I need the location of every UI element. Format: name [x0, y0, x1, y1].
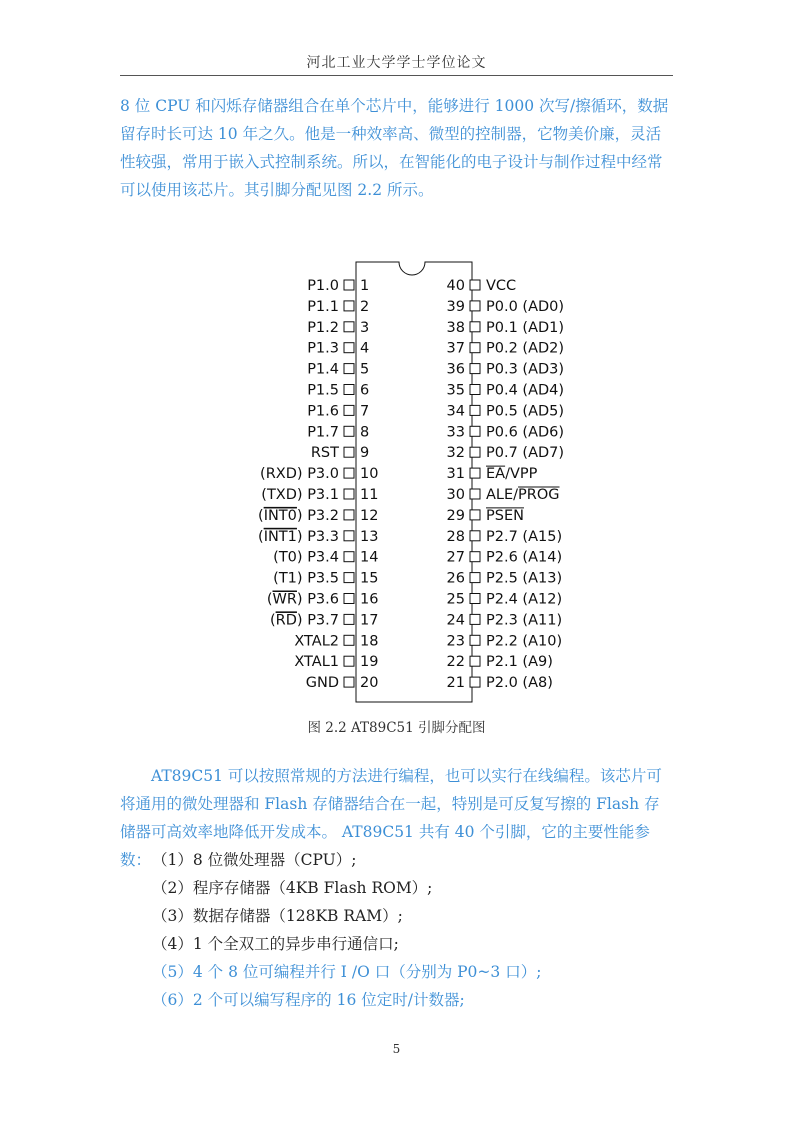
pin-left-13	[258, 529, 378, 545]
pin-name: P1.6	[307, 403, 339, 420]
pin-square	[344, 552, 354, 562]
pin-label	[307, 424, 339, 440]
pin-left-7	[307, 403, 369, 419]
pin-number: 27	[446, 549, 465, 566]
pin-number: 39	[446, 298, 465, 315]
pin-square	[470, 468, 480, 478]
pin-right-25	[447, 592, 563, 608]
feature-item: （3）数据存储器（128KB RAM）;	[152, 907, 403, 925]
pin-number: 5	[360, 361, 370, 378]
pin-square	[344, 594, 354, 604]
pin-number: 6	[360, 382, 370, 399]
pin-label	[307, 320, 339, 336]
pin-alt-function: WR	[272, 591, 297, 608]
pin-square	[344, 405, 354, 415]
pin-square	[344, 301, 354, 311]
pin-name: P1.7	[307, 424, 339, 441]
pin-number: 38	[446, 319, 465, 336]
pin-name: P3.3	[307, 528, 339, 545]
intro-paragraph: 8 位 CPU 和闪烁存储器组合在单个芯片中，能够进行 1000 次写/擦循环，数据留存时长可达 10 年之久。他是一种效率高、微型的控制器，它物美价廉，灵活性较强，常用于嵌入式控制系统。所以，在智能化的电子设计与制作过程中经常可以使用该芯片。其引脚分配见图 2.2 所示。	[120, 97, 669, 199]
pin-label	[294, 633, 339, 649]
pin-number: 13	[360, 528, 379, 545]
pin-left-19	[294, 654, 378, 670]
pin-left-15	[273, 571, 378, 587]
pin-left-6	[307, 383, 369, 399]
pin-name: P3.1	[307, 487, 339, 503]
pin-right-22	[447, 654, 553, 670]
pin-left-10	[260, 466, 378, 482]
pin-name: P3.0	[307, 466, 339, 483]
left-pin-column	[258, 278, 378, 691]
pin-right-23	[447, 633, 563, 649]
pin-square	[344, 677, 354, 687]
pin-alt-function: T1	[278, 570, 297, 587]
pin-square	[344, 614, 354, 624]
pin-number: 35	[446, 382, 465, 399]
pin-label: P0.6 (AD6)	[486, 424, 565, 441]
pin-name: P3.5	[307, 570, 339, 587]
pin-square	[470, 405, 480, 415]
pin-label: P2.2 (A10)	[486, 633, 563, 650]
pin-number: 26	[446, 570, 465, 587]
pin-number: 12	[360, 507, 379, 524]
pin-name: P3.2	[307, 507, 339, 524]
pin-label	[307, 341, 339, 357]
pin-square	[470, 447, 480, 457]
pin-left-20	[306, 675, 379, 691]
pin-label: (T1) P3.5	[273, 570, 339, 587]
pin-label: P2.1 (A9)	[486, 654, 553, 671]
pin-number: 1	[360, 278, 370, 294]
pin-square	[344, 635, 354, 645]
pin-number: 32	[446, 445, 465, 462]
pin-left-5	[307, 362, 369, 378]
pin-label	[307, 299, 339, 315]
pin-number: 8	[360, 424, 370, 441]
pin-square	[470, 656, 480, 666]
pin-right-38	[447, 320, 565, 336]
pin-name: P3.4	[307, 549, 339, 566]
pin-square	[470, 385, 480, 395]
pin-number: 15	[360, 570, 379, 587]
pin-name: P1.4	[307, 361, 339, 378]
pin-number: 24	[446, 612, 465, 629]
pin-square	[344, 426, 354, 436]
pin-right-37	[447, 341, 565, 357]
pin-label: (INT0) P3.2	[258, 507, 339, 524]
pin-alt-function: TXD	[266, 487, 297, 503]
pin-alt-function: RXD	[265, 466, 297, 483]
pin-label: (WR) P3.6	[266, 591, 339, 608]
pin-square	[470, 594, 480, 604]
pin-label: P0.5 (AD5)	[486, 403, 565, 420]
pin-name: XTAL2	[294, 633, 339, 650]
pin-label: PSEN	[486, 507, 524, 524]
pin-square	[344, 447, 354, 457]
pin-number: 37	[446, 340, 465, 357]
pin-square	[470, 426, 480, 436]
pin-label: ALE/PROG	[486, 487, 560, 503]
feature-item: （6）2 个可以编写程序的 16 位定时/计数器;	[152, 991, 465, 1009]
pin-number: 23	[446, 633, 465, 650]
pin-square	[470, 614, 480, 624]
pin-square	[344, 322, 354, 332]
pin-name: RST	[310, 445, 339, 462]
pin-label: P2.3 (A11)	[486, 612, 563, 629]
pin-number: 29	[446, 507, 465, 524]
pin-square	[344, 489, 354, 499]
pin-square	[344, 343, 354, 353]
pin-label	[311, 445, 339, 461]
pin-number: 19	[360, 654, 379, 671]
pin-number: 22	[446, 654, 465, 671]
pin-name: P3.7	[307, 612, 339, 629]
pin-label: P0.4 (AD4)	[486, 382, 565, 399]
page-number: 5	[392, 1042, 401, 1056]
pin-square	[344, 364, 354, 374]
figure-caption: 图 2.2 AT89C51 引脚分配图	[307, 720, 486, 736]
pin-label	[307, 403, 339, 419]
pin-number: 34	[446, 403, 465, 420]
pin-label: P0.2 (AD2)	[486, 340, 565, 357]
pin-label: P0.3 (AD3)	[486, 361, 565, 378]
pin-right-36	[447, 362, 565, 378]
feature-item: （2）程序存储器（4KB Flash ROM）;	[152, 879, 433, 897]
body-paragraph: AT89C51 可以按照常规的方法进行编程，也可以实行在线编程。该芯片可将通用的微处理器和 Flash 存储器结合在一起，特别是可反复写擦的 Flash 存储器可高效率地降低开发成本。 AT89C51 共有 40 个引脚，它的主要性能参数：	[120, 767, 662, 869]
pin-label	[307, 383, 339, 399]
pin-right-33	[447, 424, 565, 440]
pin-number: 3	[360, 319, 370, 336]
pin-name: GND	[305, 675, 339, 692]
feature-item: （5）4 个 8 位可编程并行 I /O 口（分别为 P0~3 口）;	[152, 963, 542, 981]
pin-left-16	[267, 592, 379, 608]
pin-label: (RXD) P3.0	[260, 466, 339, 483]
pin-square	[344, 656, 354, 666]
pin-right-28	[447, 529, 563, 545]
pin-label: P0.1 (AD1)	[486, 319, 565, 336]
pin-number: 33	[446, 424, 465, 441]
pin-label: EA/VPP	[486, 466, 538, 483]
pin-alt-function: INT0	[263, 507, 297, 524]
pin-square	[470, 301, 480, 311]
pin-left-8	[307, 424, 369, 440]
feature-item: （1）8 位微处理器（CPU）;	[152, 851, 357, 869]
pin-name: P1.1	[307, 298, 339, 315]
pin-number: 18	[360, 633, 379, 650]
pin-label: P2.6 (A14)	[486, 549, 563, 566]
pin-label: (RD) P3.7	[269, 612, 339, 629]
pin-square	[344, 385, 354, 395]
pin-square	[470, 552, 480, 562]
pin-right-24	[447, 612, 563, 628]
pin-left-9	[311, 445, 369, 461]
pin-square	[470, 531, 480, 541]
pin-square	[470, 510, 480, 520]
pin-number: 20	[360, 675, 379, 692]
pin-name: XTAL1	[294, 654, 339, 671]
pin-right-27	[447, 550, 563, 566]
pin-number: 7	[360, 403, 370, 420]
pin-name: P1.3	[307, 340, 339, 357]
page-header-title: 河北工业大学学士学位论文	[306, 55, 487, 71]
pin-square	[470, 343, 480, 353]
pin-left-18	[294, 633, 378, 649]
pin-left-3	[307, 320, 369, 336]
pin-square	[470, 280, 480, 290]
pin-right-40	[447, 278, 517, 294]
pin-right-30	[447, 487, 560, 503]
pin-number: 30	[446, 487, 465, 503]
pin-label: VCC	[486, 278, 517, 294]
pin-square	[344, 510, 354, 520]
pin-alt-function: INT1	[263, 528, 297, 545]
pin-name: P3.6	[307, 591, 339, 608]
pin-right-34	[447, 403, 565, 419]
pin-square	[470, 573, 480, 583]
pin-label: (T0) P3.4	[273, 549, 339, 566]
pin-right-35	[447, 383, 565, 399]
right-pin-column	[447, 278, 565, 691]
pin-label	[294, 654, 339, 670]
pin-alt-function: T0	[278, 549, 297, 566]
pin-square	[344, 280, 354, 290]
pin-number: 4	[360, 340, 370, 357]
pin-square	[344, 468, 354, 478]
pin-name: P1.2	[307, 319, 339, 336]
pin-number: 9	[360, 445, 370, 462]
pin-label: P2.4 (A12)	[486, 591, 563, 608]
feature-list	[152, 846, 541, 1014]
pin-number: 16	[360, 591, 379, 608]
pin-label: P0.0 (AD0)	[486, 298, 565, 315]
pin-left-12	[258, 508, 378, 524]
pin-left-17	[270, 612, 378, 628]
pin-number: 21	[446, 675, 465, 692]
pin-label: (INT1) P3.3	[258, 528, 339, 545]
pin-label	[307, 278, 339, 294]
pin-left-4	[307, 341, 369, 357]
pin-number: 10	[360, 466, 379, 483]
pin-right-31	[447, 466, 538, 482]
pin-label: P2.5 (A13)	[486, 570, 563, 587]
pin-square	[470, 677, 480, 687]
pin-right-39	[447, 299, 565, 315]
pin-square	[470, 364, 480, 374]
pin-right-26	[447, 571, 563, 587]
pin-right-32	[447, 445, 565, 461]
pin-label: P0.7 (AD7)	[486, 445, 565, 462]
pin-number: 14	[360, 549, 379, 566]
pin-name: P1.0	[307, 278, 339, 294]
pin-square	[470, 322, 480, 332]
pin-number: 2	[360, 298, 370, 315]
pin-number: 17	[360, 612, 379, 629]
pin-number: 28	[446, 528, 465, 545]
pin-square	[344, 531, 354, 541]
pin-number: 40	[446, 278, 465, 294]
pin-name: P1.5	[307, 382, 339, 399]
pin-left-11	[261, 487, 378, 503]
pin-number: 31	[446, 466, 465, 483]
pin-right-29	[447, 508, 524, 524]
pin-left-14	[273, 550, 378, 566]
pin-square	[470, 635, 480, 645]
pin-alt-function: RD	[275, 612, 297, 629]
pin-square	[344, 573, 354, 583]
pin-left-1	[307, 278, 369, 294]
pin-label: P2.7 (A15)	[486, 528, 563, 545]
pin-label	[307, 362, 339, 378]
pin-square	[470, 489, 480, 499]
pin-label	[306, 675, 339, 691]
pin-number: 36	[446, 361, 465, 378]
pin-label: P2.0 (A8)	[486, 675, 553, 692]
pin-number: 11	[360, 487, 379, 503]
pin-left-2	[307, 299, 369, 315]
pin-number: 25	[446, 591, 465, 608]
pin-right-21	[447, 675, 553, 691]
feature-item: （4）1 个全双工的异步串行通信口;	[152, 935, 399, 953]
pin-label: (TXD) P3.1	[261, 487, 339, 503]
